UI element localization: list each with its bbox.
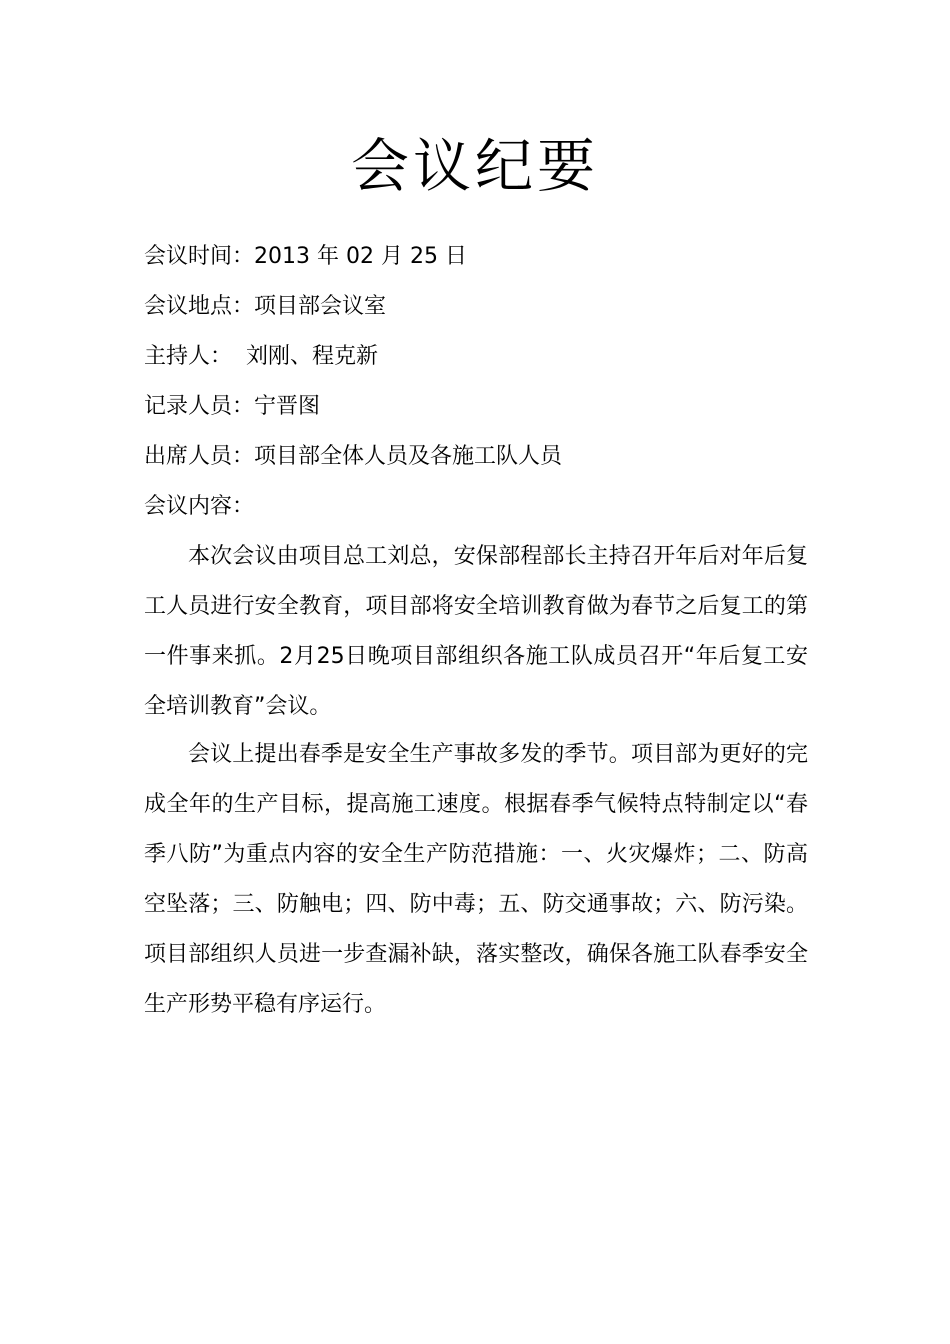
meeting-attendees-line <box>144 442 814 472</box>
meeting-place-line <box>144 292 814 322</box>
content-paragraph-2: 会议上提出春季是安全生产事故多发的季节。项目部为更好的完成全年的生产目标，提高施工速度。根据春季气候特点特制定以“春季八防”为重点内容的安全生产防范措施：一、火灾爆炸；二、防高空坠落；三、防触电；四、防中毒；五、防交通事故；六、防污染。项目部组织人员进一步查漏补缺，落实整改，确保各施工队春季安全生产形势平稳有序运行。 <box>144 742 808 1017</box>
meeting-recorder-line <box>144 392 814 422</box>
meeting-attendees-value: 项目部全体人员及各施工队人员 <box>254 444 563 469</box>
meeting-recorder-label: 记录人员： <box>144 394 255 419</box>
meeting-host-label: 主持人： <box>144 344 233 369</box>
meeting-place-label: 会议地点： <box>144 294 255 319</box>
meeting-time-label: 会议时间： <box>144 244 255 269</box>
meeting-host-line <box>144 342 814 372</box>
meeting-host-value: 刘刚、程克新 <box>232 344 379 369</box>
meeting-time-line <box>144 242 814 272</box>
meeting-attendees-label: 出席人员： <box>144 444 255 469</box>
meeting-time-value: 2013 年 02 月 25 日 <box>254 244 467 269</box>
content-paragraph-1: 本次会议由项目总工刘总，安保部程部长主持召开年后对年后复工人员进行安全教育，项目部将安全培训教育做为春节之后复工的第一件事来抓。2月25日晚项目部组织各施工队成员召开“年后复工安全培训教育”会议。 <box>144 544 808 719</box>
meeting-place-value: 项目部会议室 <box>254 294 387 319</box>
meeting-content-label: 会议内容： <box>144 494 255 519</box>
document-title: 会议纪要 <box>350 132 599 200</box>
meeting-recorder-value: 宁晋图 <box>254 394 321 419</box>
